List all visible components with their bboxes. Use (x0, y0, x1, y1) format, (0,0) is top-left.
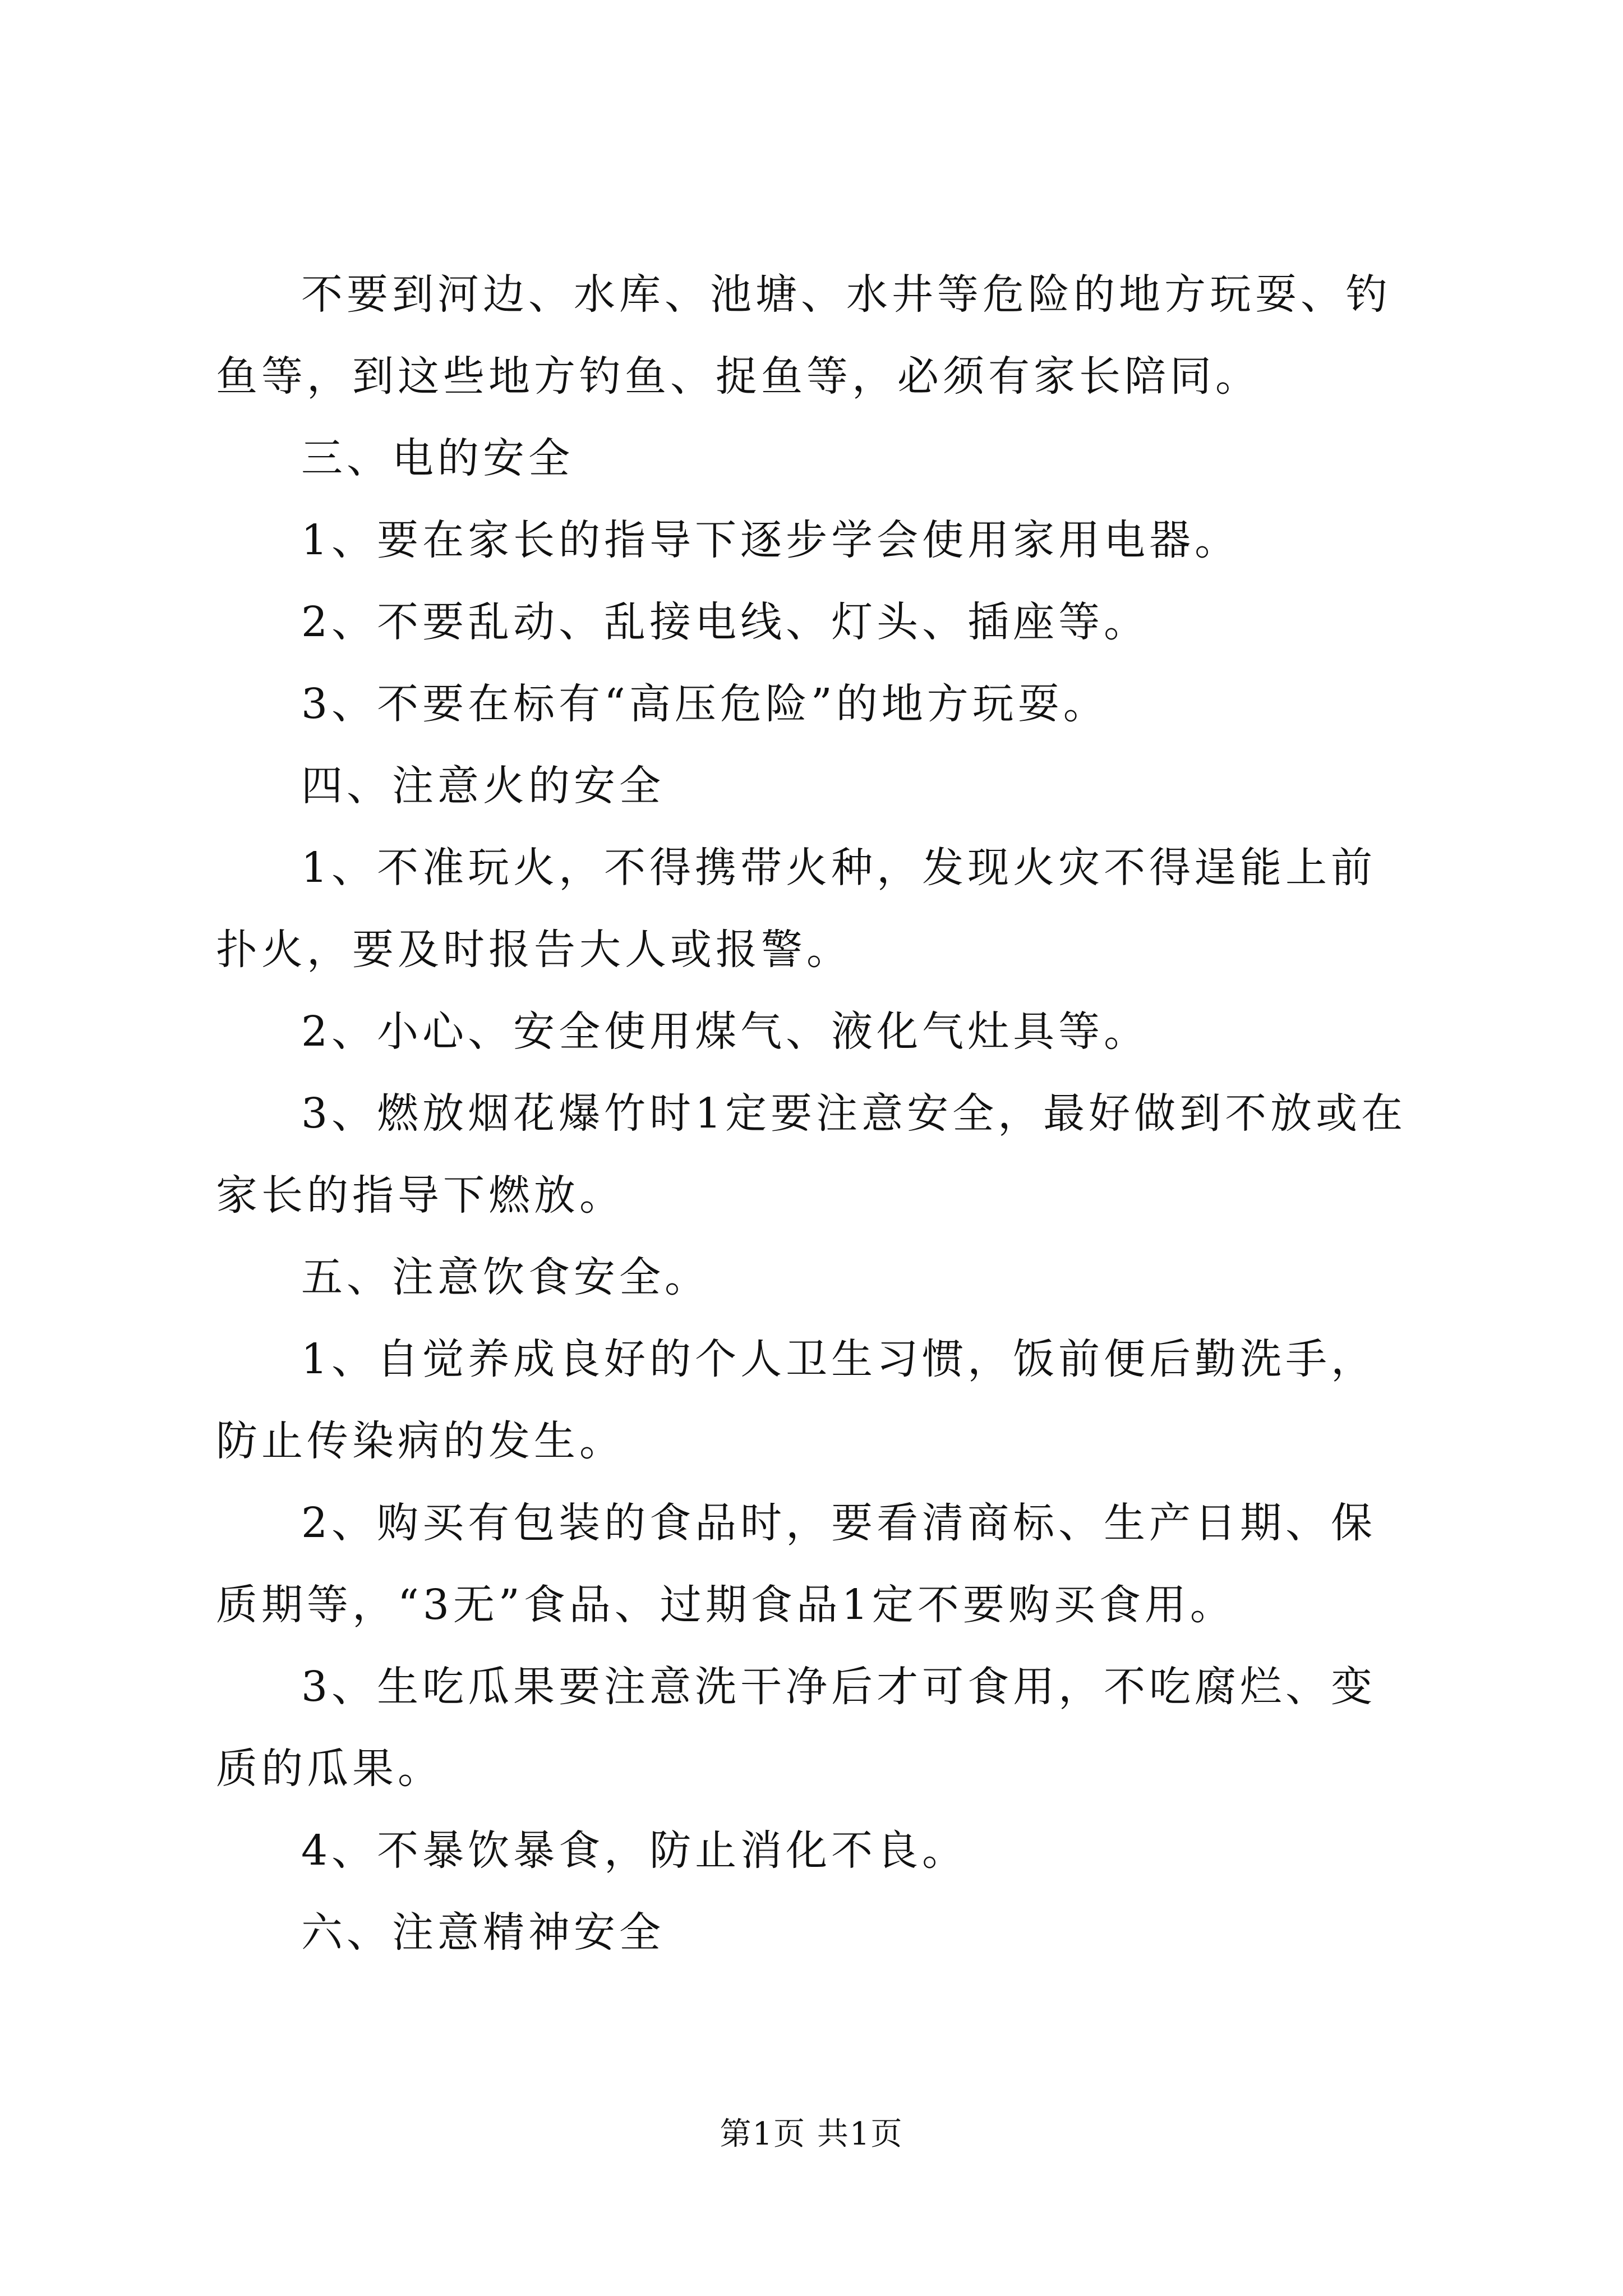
paragraph: 1、自觉养成良好的个人卫生习惯，饭前便后勤洗手，防止传染病的发生。 (216, 1335, 1377, 1465)
paragraph: 2、小心、安全使用煤气、液化气灶具等。 (301, 1007, 1150, 1056)
paragraph: 1、不准玩火，不得携带火种，发现火灾不得逞能上前扑火，要及时报告大人或报警。 (216, 844, 1377, 974)
paragraph: 4、不暴饮暴食，防止消化不良。 (301, 1826, 968, 1875)
paragraph: 3、不要在标有“高压危险”的地方玩耍。 (301, 680, 1109, 728)
section-heading: 四、注意火的安全 (301, 762, 665, 810)
paragraph: 2、购买有包装的食品时，要看清商标、生产日期、保质期等，“3无”食品、过期食品1定不要购买食用。 (216, 1499, 1377, 1629)
section-heading: 五、注意饮食安全。 (301, 1253, 710, 1301)
paragraph: 2、不要乱动、乱接电线、灯头、插座等。 (301, 598, 1150, 646)
document-body (216, 254, 1422, 1973)
paragraph: 3、燃放烟花爆竹时1定要注意安全，最好做到不放或在家长的指导下燃放。 (216, 1089, 1407, 1220)
section-heading: 三、电的安全 (301, 434, 574, 482)
paragraph: 不要到河边、水库、池塘、水井等危险的地方玩耍、钓鱼等，到这些地方钓鱼、捉鱼等，必须有家长陪同。 (216, 270, 1391, 401)
paragraph: 3、生吃瓜果要注意洗干净后才可食用，不吃腐烂、变质的瓜果。 (216, 1663, 1377, 1793)
paragraph: 1、要在家长的指导下逐步学会使用家用电器。 (301, 516, 1241, 564)
page-footer: 第1页 共1页 (720, 2116, 903, 2152)
section-heading: 六、注意精神安全 (301, 1908, 665, 1957)
